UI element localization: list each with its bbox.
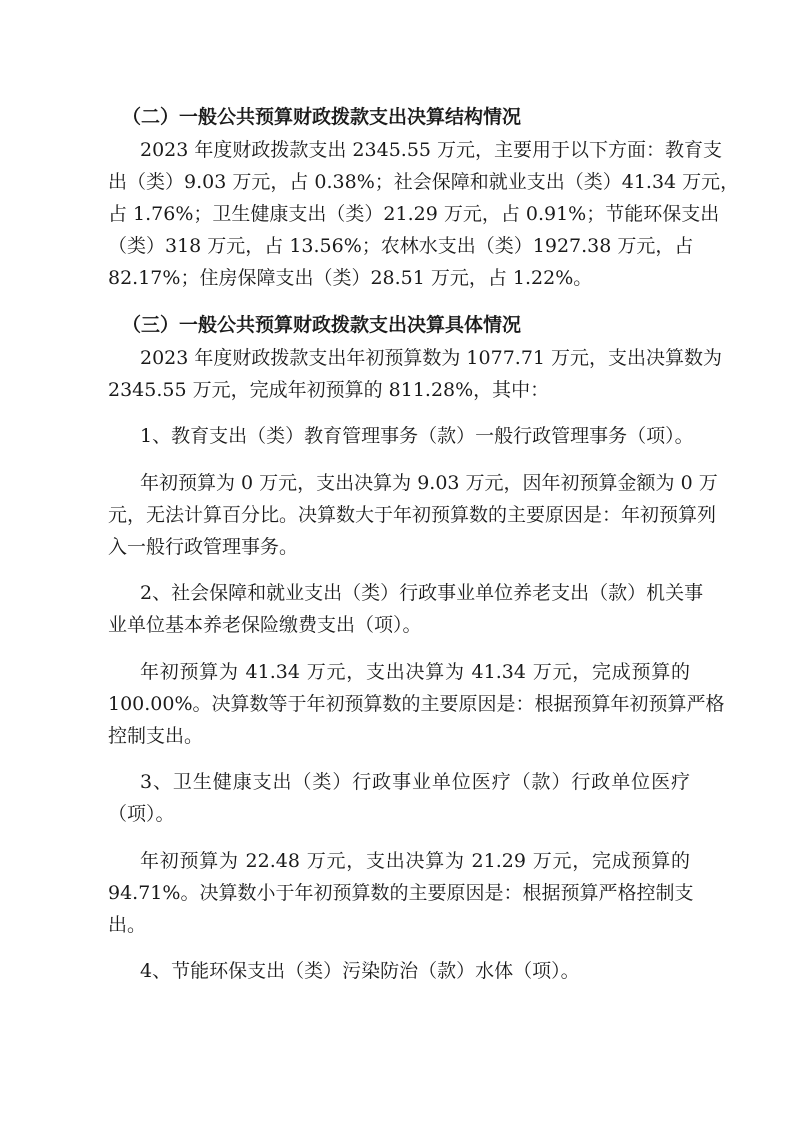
section-heading-structure: （二）一般公共预算财政拨款支出决算结构情况 [122,106,522,128]
paragraph-line: 2345.55 万元，完成年初预算的 811.28%，其中： [108,379,550,401]
item-body-line: 94.71%。决算数小于年初预算数的主要原因是：根据预算严格控制支 [108,882,694,904]
item-body-line: 元，无法计算百分比。决算数大于年初预算数的主要原因是：年初预算列 [108,504,717,526]
paragraph-line: 82.17%；住房保障支出（类）28.51 万元，占 1.22%。 [108,267,593,289]
item-body-line: 年初预算为 22.48 万元，支出决算为 21.29 万元，完成预算的 [140,850,690,872]
item-body-line: 年初预算为 41.34 万元，支出决算为 41.34 万元，完成预算的 [140,661,690,683]
item-body-line: 出。 [108,914,147,936]
item-title: 2、社会保障和就业支出（类）行政事业单位养老支出（款）机关事 [140,582,704,604]
item-title: 1、教育支出（类）教育管理事务（款）一般行政管理事务（项）。 [140,425,694,447]
paragraph-line: 2023 年度财政拨款支出年初预算数为 1077.71 万元，支出决算数为 [140,347,723,369]
paragraph-line: 占 1.76%；卫生健康支出（类）21.29 万元，占 0.91%；节能环保支出 [108,203,720,225]
paragraph-line: 2023 年度财政拨款支出 2345.55 万元，主要用于以下方面：教育支 [140,139,723,161]
item-title: 3、卫生健康支出（类）行政事业单位医疗（款）行政单位医疗 [140,771,690,793]
item-title: 4、节能环保支出（类）污染防治（款）水体（项）。 [140,960,580,982]
item-body-line: 年初预算为 0 万元，支出决算为 9.03 万元，因年初预算金额为 0 万 [140,472,718,494]
paragraph-line: （类）318 万元，占 13.56%；农林水支出（类）1927.38 万元，占 [108,235,694,257]
item-body-line: 控制支出。 [108,725,204,747]
item-title: 业单位基本养老保险缴费支出（项）。 [108,614,422,636]
item-body-line: 100.00%。决算数等于年初预算数的主要原因是：根据预算年初预算严格 [108,693,725,715]
item-body-line: 入一般行政管理事务。 [108,536,299,558]
paragraph-line: 出（类）9.03 万元，占 0.38%；社会保障和就业支出（类）41.34 万元， [108,171,740,193]
section-heading-detail: （三）一般公共预算财政拨款支出决算具体情况 [122,314,522,336]
item-title: （项）。 [108,803,175,825]
